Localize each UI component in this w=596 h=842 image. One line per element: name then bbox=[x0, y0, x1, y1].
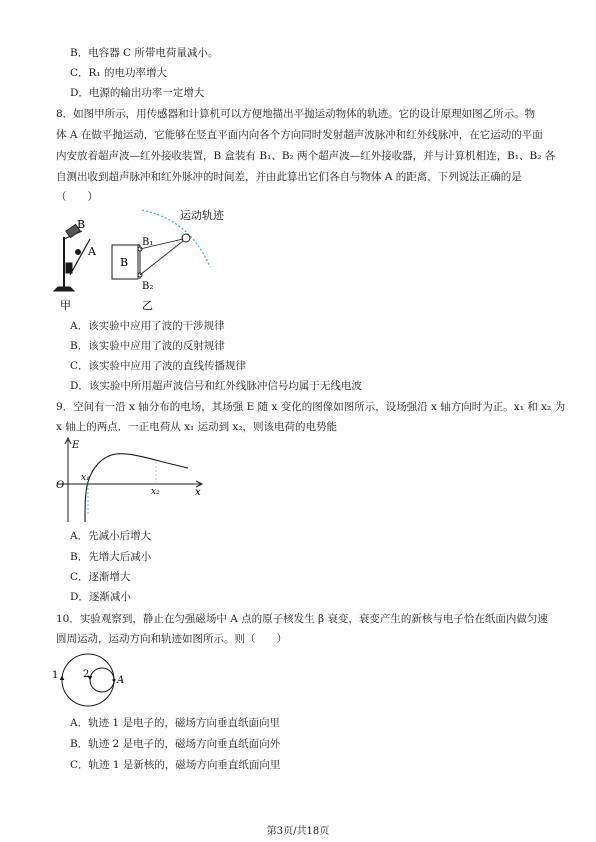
q9-label-e: E bbox=[72, 440, 80, 451]
q9-option-a: A．先减小后增大 bbox=[70, 530, 152, 542]
q7-option-d: D．电源的输出功率一定增大 bbox=[70, 87, 205, 99]
q8-stem-line-5: （ ） bbox=[56, 191, 98, 203]
q8-label-b1: B₁ bbox=[142, 237, 154, 248]
q8-trajectory-label: 运动轨迹 bbox=[180, 209, 224, 222]
q10-track-1 bbox=[62, 654, 114, 706]
q9-option-d: D．逐渐减小 bbox=[70, 591, 131, 603]
q8-fig-label-a: A bbox=[88, 245, 96, 258]
q10-stem-line-1: 10．实验观察到，静止在匀强磁场中 A 点的原子核发生 β 衰变，衰变产生的新核与电子恰在纸面内做匀速 bbox=[56, 613, 548, 625]
q8-box-label: B bbox=[120, 256, 129, 269]
q9-field-graph bbox=[52, 436, 212, 524]
q8-stem-line-3: 内安放着超声波—红外接收装置，B 盒装有 B₁、B₂ 两个超声波—红外接收器，并与计算机相连，B₁、B₂ 各 bbox=[56, 150, 556, 162]
q9-label-x: x bbox=[195, 487, 201, 498]
q9-e-curve bbox=[85, 454, 188, 522]
q10-label-1: 1 bbox=[52, 670, 59, 681]
q8-option-d: D．该实验中所用超声波信号和红外线脉冲信号均属于无线电波 bbox=[70, 380, 362, 392]
q8-option-b: B．该实验中应用了波的反射规律 bbox=[70, 340, 225, 352]
q10-option-b: B．轨迹 2 是电子的，磁场方向垂直纸面向外 bbox=[70, 738, 281, 750]
q9-label-x2: x₂ bbox=[151, 487, 160, 497]
q8-object-a bbox=[182, 234, 190, 242]
q7-option-b: B．电容器 C 所带电荷量减小。 bbox=[70, 47, 219, 59]
q10-stem-line-2: 圆周运动，运动方向和轨迹如图所示。则（ ） bbox=[56, 633, 287, 645]
q8-figure bbox=[50, 205, 240, 315]
q10-option-c: C．轨迹 1 是新核的，磁场方向垂直纸面向里 bbox=[70, 759, 281, 771]
q8-option-c: C．该实验中应用了波的直线传播规律 bbox=[70, 360, 247, 372]
q8-fig-label-b: B bbox=[77, 218, 86, 231]
q10-option-a: A．轨迹 1 是电子的，磁场方向垂直纸面向里 bbox=[70, 717, 280, 729]
q9-option-b: B．先增大后减小 bbox=[70, 551, 152, 563]
q7-option-c: C．R₁ 的电功率增大 bbox=[70, 67, 167, 79]
q10-tracks-figure bbox=[50, 650, 140, 712]
q8-label-b2: B₂ bbox=[142, 281, 154, 292]
page-footer: 第3页/共18页 bbox=[266, 826, 330, 837]
q8-stem-line-1: 8．如图甲所示，用传感器和计算机可以方便地描出平抛运动物体的轨迹。它的设计原理如图乙所示。物 bbox=[56, 108, 536, 120]
q9-stem-line-1: 9．空间有一沿 x 轴分布的电场，其场强 E 随 x 变化的图像如图所示，设场强沿 x 轴方向时为正。x₁ 和 x₂ 为 bbox=[56, 401, 566, 413]
q9-stem-line-2: x 轴上的两点．一正电荷从 x₁ 运动到 x₂，则该电荷的电势能 bbox=[56, 421, 338, 433]
q8-fig-jia: 甲 bbox=[60, 299, 71, 312]
q8-stem-line-2: 体 A 在做平抛运动，它能够在竖直平面内向各个方向同时发射超声波脉冲和红外线脉冲，在它运动的平面 bbox=[56, 129, 543, 141]
q8-fig-yi: 乙 bbox=[142, 299, 153, 312]
q9-option-c: C．逐渐增大 bbox=[70, 571, 131, 583]
q9-label-o: O bbox=[56, 480, 65, 491]
q8-option-a: A．该实验中应用了波的干涉规律 bbox=[70, 320, 225, 332]
q8-stand-apparatus bbox=[54, 224, 90, 291]
q10-label-a: A bbox=[117, 675, 125, 686]
q10-label-2: 2 bbox=[83, 669, 90, 680]
q10-track-2 bbox=[90, 668, 114, 692]
q9-label-x1: x₁ bbox=[81, 473, 90, 483]
q8-stem-line-4: 自测出收到超声脉冲和红外脉冲的时间差，并由此算出它们各自与物体 A 的距离，下列说法正确的是 bbox=[56, 171, 522, 183]
